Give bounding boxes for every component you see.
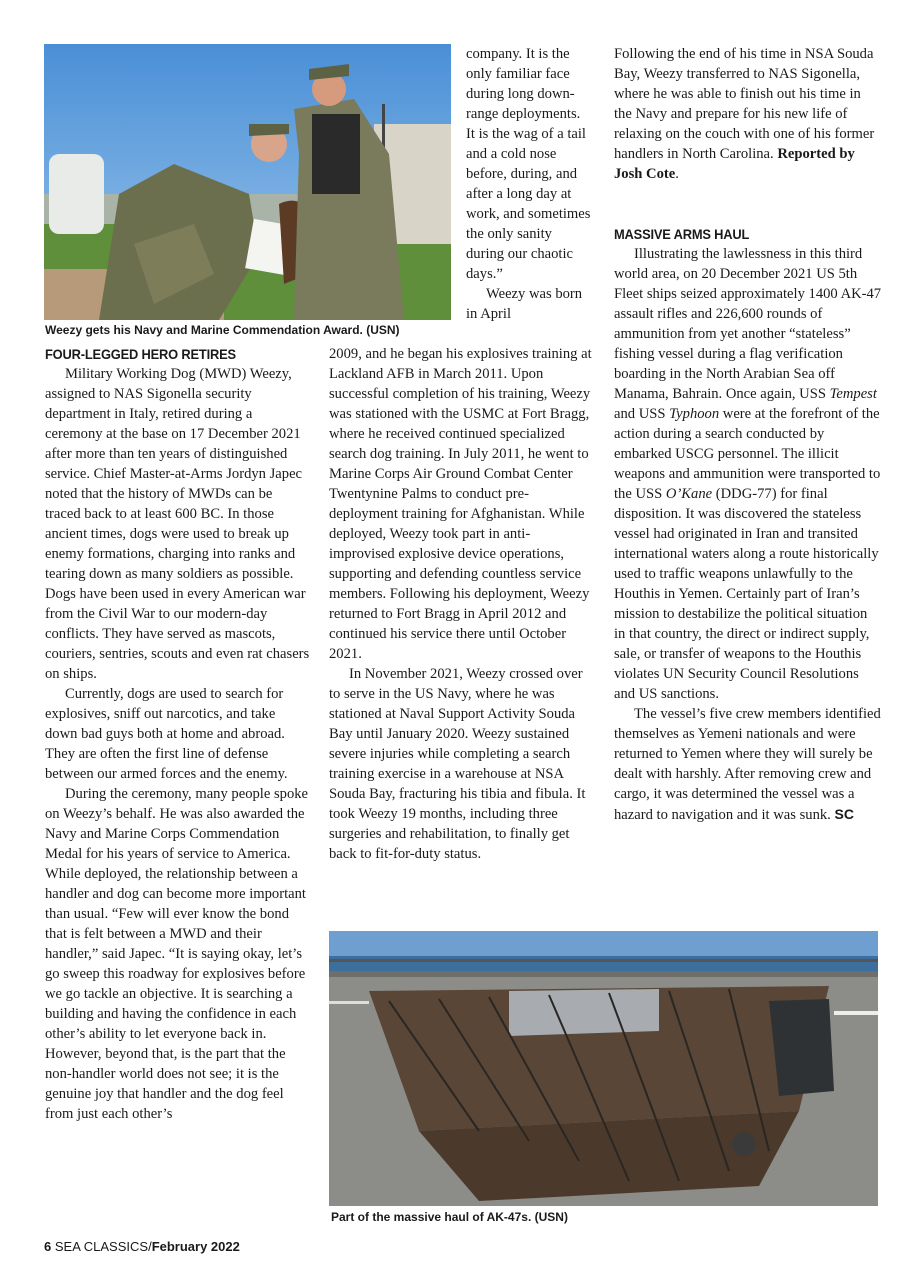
photo-weezy-award-image bbox=[44, 44, 451, 320]
photo-weezy-award bbox=[44, 44, 451, 320]
article2-para2-text: The vessel’s five crew members identified themselves as Yemeni nationals and were returned to Yemen where they will surely be dealt with harshly. After removing crew and cargo, it was determined the vessel was a hazard to navigation and it was sunk. bbox=[614, 706, 881, 823]
magazine-name: SEA CLASSICS/ bbox=[54, 1239, 152, 1254]
article2-para1 bbox=[614, 244, 882, 704]
article1-column2-top bbox=[466, 44, 592, 324]
headline-massive-arms-haul: MASSIVE ARMS HAUL bbox=[614, 226, 750, 242]
article1-byline: Reported by Josh Cote bbox=[614, 146, 855, 182]
article2-para1-part-a: Illustrating the lawlessness in this third world area, on 20 December 2021 US 5th Fleet ships seized approximately 1400 AK-47 assault rifles and 226,600 rounds of ammunition from yet another “stateless” fishing vessel during a flag verification boarding in the North Arabian Sea off Manama, Bahrain. Once again, USS bbox=[614, 246, 882, 402]
article1-col3-text: Following the end of his time in NSA Souda Bay, Weezy transferred to NAS Sigonella, where he was able to finish out his time in the Navy and prepare for his new life of relaxing on the couch with one of his former handlers in North Carolina. bbox=[614, 46, 875, 162]
article2-para1-part-c: were at the forefront of the action during a search conducted by embarked USCG personnel. The illicit weapons and ammunition were transported to the USS bbox=[614, 406, 881, 502]
photo-weezy-caption: Weezy gets his Navy and Marine Commendation Award. (USN) bbox=[45, 323, 400, 337]
article2-para1-part-b: and USS bbox=[614, 406, 670, 422]
article1-col1-para3: During the ceremony, many people spoke on Weezy’s behalf. He was also awarded the Navy and Marine Corps Commendation Medal for his years of service to America. While deployed, the relationship between a handler and dog can become more important than usual. “Few will ever know the bond that is felt between a MWD and their handler,” said Japec. “It is saying okay, let’s go sweep this roadway for explosives before we go tackle an objective. It is searching a building and having the confidence in each other’s ability to let everyone back in. However, beyond that, is the part that the non-handler world does not see; it is the genuine joy that handler and the dog feel from just each other’s bbox=[45, 786, 309, 1122]
end-mark-sc: SC bbox=[834, 806, 854, 822]
article1-col2-para1: 2009, and he began his explosives training at Lackland AFB in March 2011. Upon successful completion of his training, Weezy was stationed with the USMC at Fort Bragg, where he received continued specialized search dog training. In July 2011, he went to Marine Corps Air Ground Combat Center Twentynine Palms to conduct pre-deployment training for Afghanistan. While deployed, Weezy took part in anti-improvised explosive device operations, supporting and defending countless service members. Following his deployment, Weezy returned to Fort Bragg in April 2012 and continued his service there until October 2021. bbox=[329, 346, 592, 662]
page-number: 6 bbox=[44, 1239, 52, 1254]
article2-column3 bbox=[614, 244, 882, 825]
photo-ak47-caption: Part of the massive haul of AK-47s. (USN) bbox=[331, 1210, 568, 1224]
article1-col1-para2: Currently, dogs are used to search for explosives, sniff out narcotics, and take down bad guys both at home and abroad. They are often the first line of defense between our armed forces and the enemy. bbox=[45, 686, 288, 782]
photo-ak47-haul-image bbox=[329, 931, 878, 1206]
article1-column3 bbox=[614, 44, 882, 184]
issue-date: February 2022 bbox=[151, 1239, 240, 1254]
page-footer bbox=[44, 1239, 240, 1254]
ship-name-okane: O’Kane bbox=[665, 486, 713, 502]
article2-para1-part-d: (DDG-77) for final disposition. It was discovered the stateless vessel had originated in Iran and transited international waters along a route historically used to traffic weapons unlawfully to the Houthis in Yemen. Certainly part of Iran’s mission to destabilize the political situation in that country, the direct or indirect supply, sale, or transfer of weapons to the Houthis violates UN Security Council Resolutions and US sanctions. bbox=[614, 486, 879, 702]
headline-four-legged-hero: FOUR-LEGGED HERO RETIRES bbox=[45, 346, 236, 362]
article1-byline-period: . bbox=[675, 166, 679, 182]
article1-col2-top-para2: Weezy was born in April bbox=[466, 286, 583, 322]
ship-name-typhoon: Typhoon bbox=[669, 406, 720, 422]
photo-ak47-haul bbox=[329, 931, 878, 1206]
article1-col2-para2: In November 2021, Weezy crossed over to serve in the US Navy, where he was stationed at Naval Support Activity Souda Bay until January 2020. Weezy sustained severe injuries while completing a search training exercise in a warehouse at NSA Souda Bay, fracturing his tibia and fibula. It took Weezy 19 months, including three surgeries and rehabilitation, to finally get back to fit-for-duty status. bbox=[329, 666, 586, 862]
article1-col2-top-para1: company. It is the only familiar face during long down-range deployments. It is the wag of a tail and a cold nose before, during, and after a long day at work, and sometimes the only sanity during our chaotic days.” bbox=[466, 46, 591, 282]
ship-name-tempest: Tempest bbox=[829, 386, 877, 402]
article1-column2 bbox=[329, 344, 594, 864]
article1-col1-para1: Military Working Dog (MWD) Weezy, assigned to NAS Sigonella security department in Italy, retired during a ceremony at the base on 17 December 2021 after more than ten years of distinguished service. Chief Master-at-Arms Jordyn Japec noted that the history of MWDs can be traced back to at least 600 BC. In those ancient times, dogs were used to break up enemy formations, charging into ranks and tearing down as many soldiers as possible. Dogs have been used in every American war from the Civil War to our modern-day conflicts. They have served as mascots, couriers, sentries, scouts and even rat chasers on ships. bbox=[45, 366, 310, 682]
article2-para2 bbox=[614, 704, 882, 825]
article1-column1 bbox=[45, 364, 310, 1124]
